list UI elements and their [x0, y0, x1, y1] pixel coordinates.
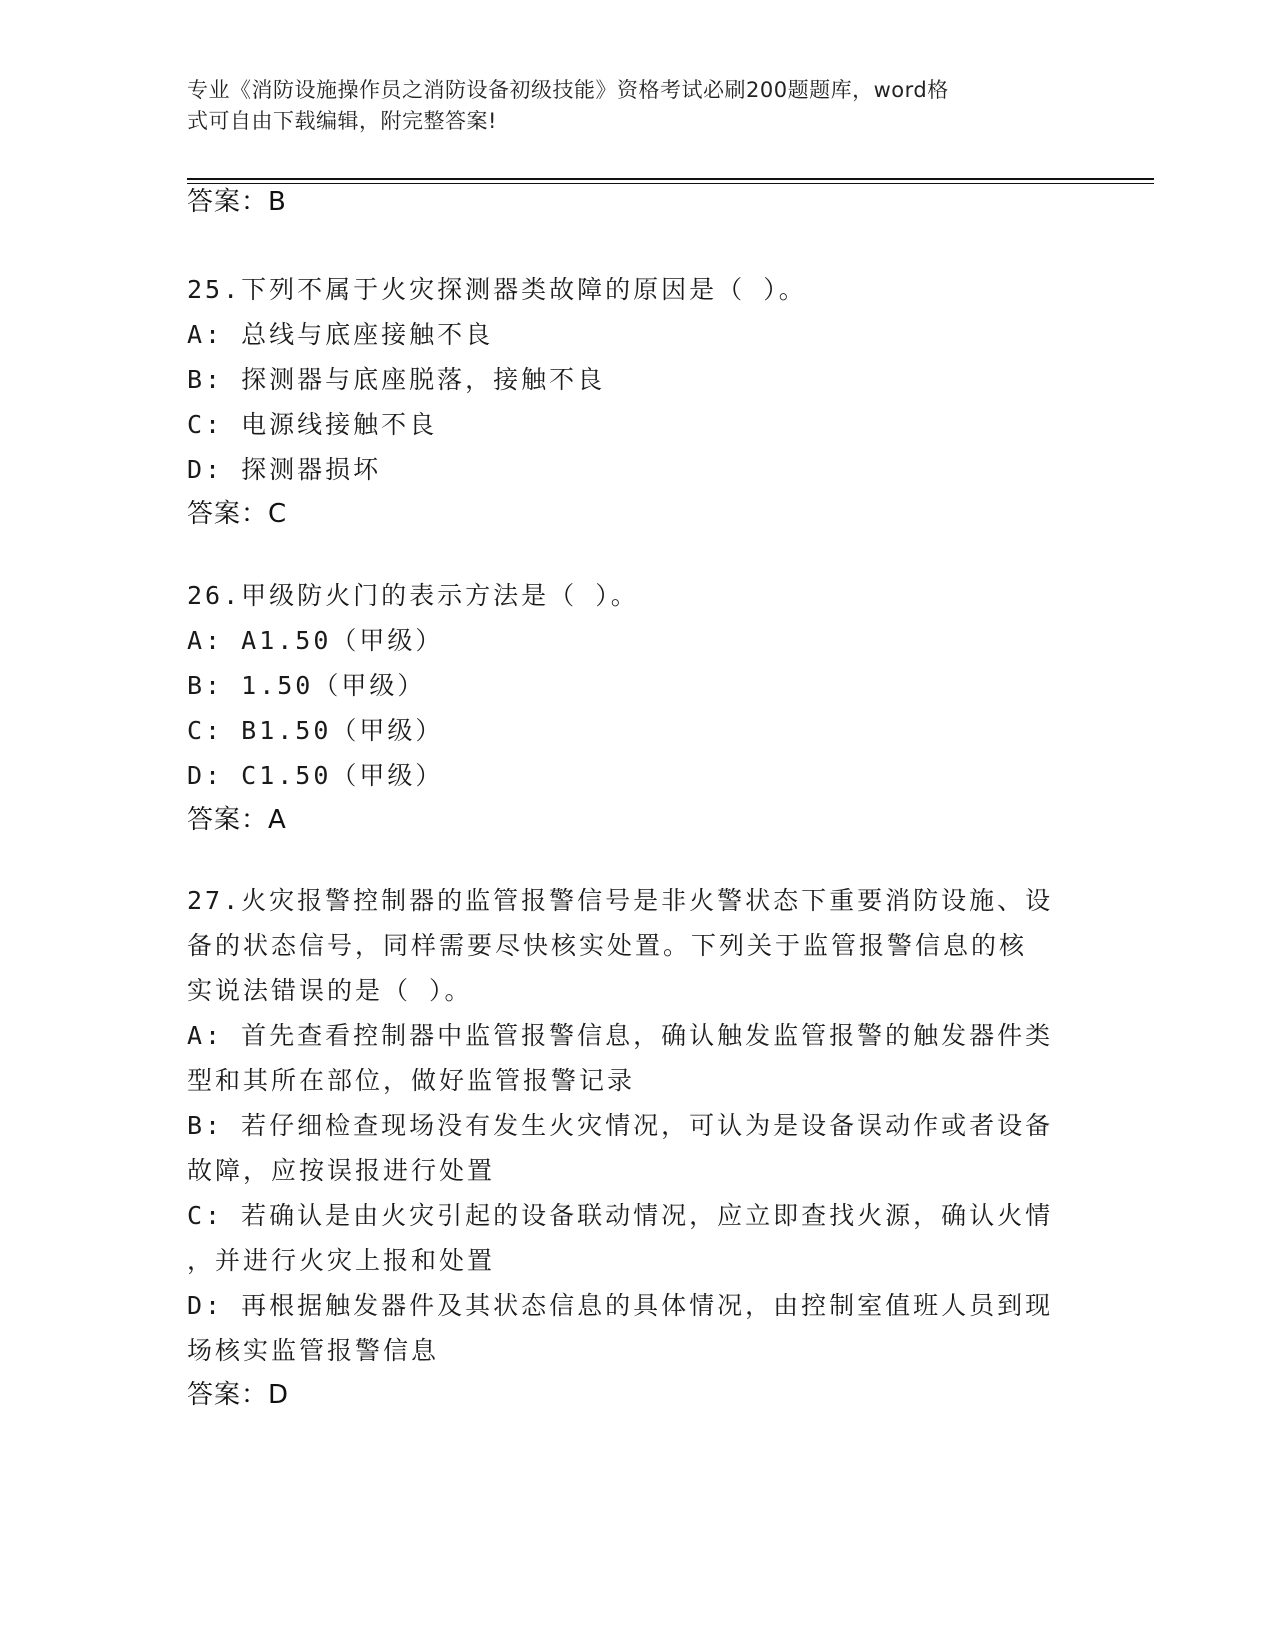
option-b-line-1: B: 若仔细检查现场没有发生火灾情况，可认为是设备误动作或者设备	[187, 1111, 1054, 1140]
question-stem-line-3: 实说法错误的是（ ）。	[187, 976, 473, 1005]
option-a-line-1: A: 首先查看控制器中监管报警信息，确认触发监管报警的触发器件类	[187, 1021, 1054, 1050]
question-27	[187, 878, 1087, 1418]
option-c-line-1: C: 若确认是由火灾引起的设备联动情况，应立即查找火源，确认火情	[187, 1201, 1054, 1230]
answer-label: 答案：B	[187, 187, 287, 217]
option-c: C: 电源线接触不良	[187, 410, 438, 439]
answer-label: 答案：C	[187, 499, 288, 529]
question-26	[187, 573, 1087, 843]
answer-label: 答案：A	[187, 805, 287, 835]
header-line-1: 专业《消防设施操作员之消防设备初级技能》资格考试必刷200题题库，word格	[187, 78, 949, 102]
question-stem: 25.下列不属于火灾探测器类故障的原因是（ ）。	[187, 275, 807, 304]
option-c: C: B1.50（甲级）	[187, 716, 444, 745]
question-25	[187, 267, 1087, 537]
document-header	[187, 75, 1067, 137]
question-stem-line-1: 27.火灾报警控制器的监管报警信号是非火警状态下重要消防设施、设	[187, 886, 1054, 915]
option-a-line-2: 型和其所在部位，做好监管报警记录	[187, 1066, 636, 1095]
option-b-line-2: 故障，应按误报进行处置	[187, 1156, 496, 1185]
question-stem: 26.甲级防火门的表示方法是（ ）。	[187, 581, 639, 610]
option-c-line-2: ，并进行火灾上报和处置	[187, 1246, 496, 1275]
option-d: D: 探测器损坏	[187, 455, 382, 484]
option-d: D: C1.50（甲级）	[187, 761, 444, 790]
header-line-2: 式可自由下载编辑，附完整答案!	[187, 109, 497, 133]
answer-label: 答案：D	[187, 1380, 290, 1410]
option-d-line-1: D: 再根据触发器件及其状态信息的具体情况，由控制室值班人员到现	[187, 1291, 1054, 1320]
question-stem-line-2: 备的状态信号，同样需要尽快核实处置。下列关于监管报警信息的核	[187, 931, 1028, 960]
option-a: A: 总线与底座接触不良	[187, 320, 494, 349]
previous-answer-block	[187, 180, 1087, 225]
option-b: B: 1.50（甲级）	[187, 671, 426, 700]
option-b: B: 探测器与底座脱落，接触不良	[187, 365, 606, 394]
option-a: A: A1.50（甲级）	[187, 626, 444, 655]
option-d-line-2: 场核实监管报警信息	[187, 1336, 440, 1365]
